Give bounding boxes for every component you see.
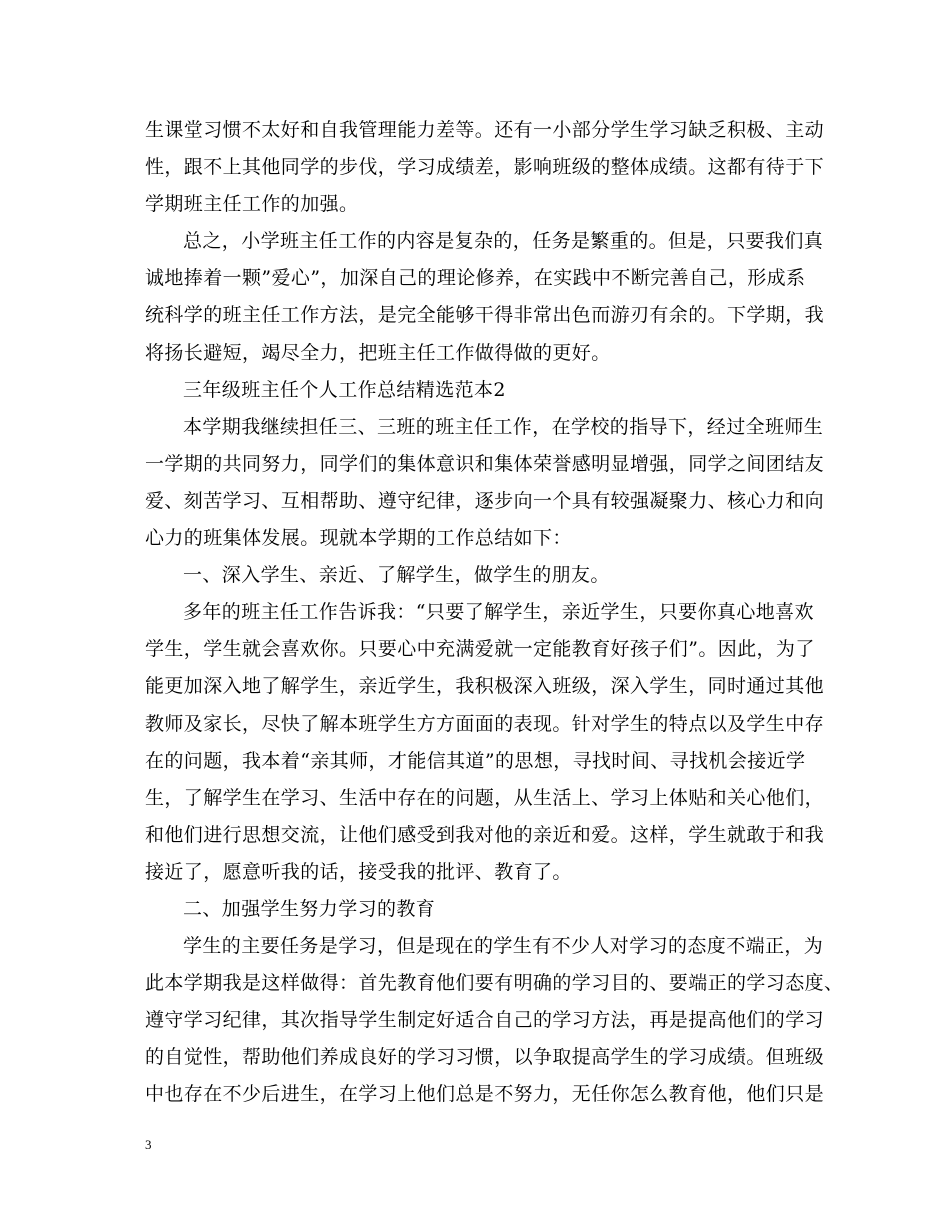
- text-line: 的自觉性，帮助他们养成良好的学习习惯，以争取提高学生的学习成绩。但班级: [145, 1046, 825, 1069]
- text-line: 学期班主任工作的加强。: [145, 193, 359, 216]
- text-line: 心力的班集体发展。现就本学期的工作总结如下：: [145, 527, 572, 550]
- text-line: 本学期我继续担任三、三班的班主任工作，在学校的指导下，经过全班师生: [183, 415, 824, 438]
- text-line: 性，跟不上其他同学的步伐，学习成绩差，影响班级的整体成绩。这都有待于下: [145, 156, 825, 179]
- section-heading: 一、深入学生、亲近、了解学生，做学生的朋友。: [183, 564, 610, 587]
- text-line: 诚地捧着一颗”爱心”，加深自己的理论修养，在实践中不断完善自己，形成系: [145, 267, 806, 290]
- text-line: 统科学的班主任工作方法，是完全能够干得非常出色而游刃有余的。下学期，我: [145, 304, 825, 327]
- text-line: 遵守学习纪律，其次指导学生制定好适合自己的学习方法，再是提高他们的学习: [145, 1009, 825, 1032]
- text-line: 能更加深入地了解学生，亲近学生，我积极深入班级，深入学生，同时通过其他: [145, 675, 825, 698]
- section-title: 三年级班主任个人工作总结精选范本2: [183, 378, 506, 401]
- section-heading: 二、加强学生努力学习的教育: [183, 897, 436, 920]
- text-line: 学生的主要任务是学习，但是现在的学生有不少人对学习的态度不端正，为: [183, 935, 824, 958]
- page-number: 3: [145, 1137, 152, 1152]
- text-line: 爱、刻苦学习、互相帮助、遵守纪律，逐步向一个具有较强凝聚力、核心力和向: [145, 489, 825, 512]
- text-line: 一学期的共同努力，同学们的集体意识和集体荣誉感明显增强，同学之间团结友: [145, 452, 825, 475]
- text-line: 学生，学生就会喜欢你。只要心中充满爱就一定能教育好孩子们”。因此，为了: [145, 638, 815, 661]
- text-line: 生，了解学生在学习、生活中存在的问题，从生活上、学习上体贴和关心他们，: [145, 786, 825, 809]
- text-line: 教师及家长，尽快了解本班学生方方面面的表现。针对学生的特点以及学生中存: [145, 712, 825, 735]
- text-line: 生课堂习惯不太好和自我管理能力差等。还有一小部分学生学习缺乏积极、主动: [145, 119, 825, 141]
- text-line: 和他们进行思想交流，让他们感受到我对他的亲近和爱。这样，学生就敢于和我: [145, 823, 825, 846]
- text-line: 在的问题，我本着“亲其师，才能信其道”的思想，寻找时间、寻找机会接近学: [145, 749, 806, 772]
- document-body: [145, 112, 844, 1114]
- text-line: 多年的班主任工作告诉我：“只要了解学生，亲近学生，只要你真心地喜欢: [183, 601, 814, 624]
- text-line: 总之，小学班主任工作的内容是复杂的，任务是繁重的。但是，只要我们真: [183, 230, 824, 253]
- text-line: 将扬长避短，竭尽全力，把班主任工作做得做的更好。: [145, 341, 611, 364]
- text-line: 接近了，愿意听我的话，接受我的批评、教育了。: [145, 860, 572, 883]
- text-line: 中也存在不少后进生，在学习上他们总是不努力，无任你怎么教育他，他们只是: [145, 1083, 825, 1106]
- text-line: 此本学期我是这样做得：首先教育他们要有明确的学习目的、要端正的学习态度、: [145, 972, 844, 995]
